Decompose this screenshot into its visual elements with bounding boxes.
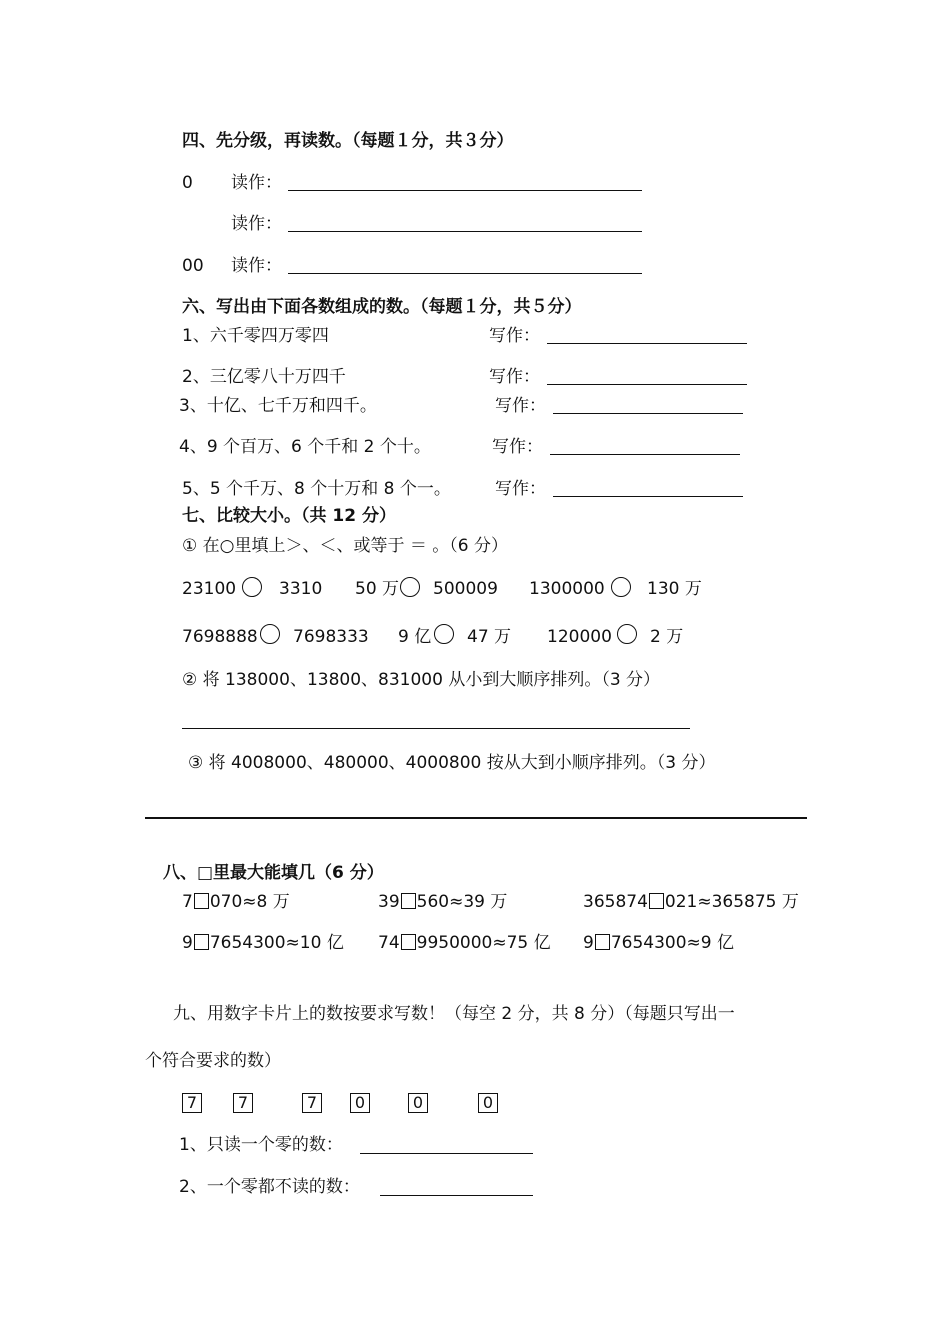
sec4-answer-line-3[interactable] — [288, 273, 642, 274]
fill-item-1-suffix: 070≈8 万 — [209, 892, 290, 912]
fill-box-2[interactable] — [401, 893, 416, 909]
compare-b-2: 500009 — [433, 579, 498, 599]
compare-b-3: 130 万 — [647, 579, 702, 599]
sec9-answer-line-1[interactable] — [360, 1153, 533, 1154]
compare-circle-5[interactable] — [434, 624, 454, 644]
compare-circle-2[interactable] — [400, 577, 420, 597]
sec9-question-2: 2、一个零都不读的数： — [179, 1177, 360, 1197]
fill-box-1[interactable] — [194, 893, 209, 909]
fill-item-3-prefix: 365874 — [583, 892, 648, 912]
fill-box-4[interactable] — [194, 934, 209, 950]
fill-item-2 — [378, 891, 507, 913]
compare-a-4: 7698888 — [182, 627, 258, 647]
sec4-read-label-1: 读作： — [231, 173, 282, 193]
sec6-answer-line-2[interactable] — [547, 384, 747, 385]
digit-card-6: 0 — [478, 1093, 498, 1113]
digit-card-5: 0 — [408, 1093, 428, 1113]
sec6-item-1: 1、六千零四万零四 — [182, 326, 329, 346]
fill-box-6[interactable] — [595, 934, 610, 950]
fill-item-5-prefix: 74 — [378, 933, 400, 953]
fill-item-6-suffix: 7654300≈9 亿 — [610, 933, 735, 953]
digit-card-1: 7 — [182, 1093, 202, 1113]
sec6-item-4: 4、9 个百万、6 个千和 2 个十。 — [179, 437, 431, 457]
compare-circle-1[interactable] — [242, 577, 262, 597]
sec4-answer-line-2[interactable] — [288, 231, 642, 232]
sec6-write-label-5: 写作： — [495, 479, 546, 499]
fill-item-3-suffix: 021≈365875 万 — [664, 892, 799, 912]
sec4-number-1: 0 — [182, 173, 193, 193]
sec6-answer-line-4[interactable] — [550, 454, 740, 455]
sec6-write-label-3: 写作： — [495, 396, 546, 416]
sec6-item-2: 2、三亿零八十万四千 — [182, 367, 346, 387]
section-9-title-cont: 个符合要求的数） — [145, 1051, 281, 1071]
sec6-answer-line-3[interactable] — [553, 413, 743, 414]
sec4-read-label-3: 读作： — [231, 256, 282, 276]
sec6-item-3: 3、十亿、七千万和四千。 — [179, 396, 377, 416]
fill-item-3 — [583, 891, 799, 913]
fill-item-6 — [583, 932, 734, 954]
sec4-read-label-2: 读作： — [231, 214, 282, 234]
sec7-part-2: ② 将 138000、13800、831000 从小到大顺序排列。（3 分） — [182, 670, 661, 690]
fill-item-1-prefix: 7 — [182, 892, 193, 912]
fill-item-5-suffix: 9950000≈75 亿 — [416, 933, 551, 953]
fill-item-4 — [182, 932, 344, 954]
sec6-item-5: 5、5 个千万、8 个十万和 8 个一。 — [182, 479, 451, 499]
section-7-title: 七、比较大小。（共 12 分） — [182, 506, 396, 526]
compare-b-1: 3310 — [279, 579, 323, 599]
fill-item-6-prefix: 9 — [583, 933, 594, 953]
compare-a-1: 23100 — [182, 579, 237, 599]
compare-circle-4[interactable] — [260, 624, 280, 644]
compare-b-6: 2 万 — [650, 627, 684, 647]
sec7-order-answer-line[interactable] — [182, 728, 690, 729]
compare-b-5: 47 万 — [467, 627, 512, 647]
sec4-number-3: 00 — [182, 256, 204, 276]
fill-item-2-prefix: 39 — [378, 892, 400, 912]
digit-card-4: 0 — [350, 1093, 370, 1113]
section-divider — [145, 817, 807, 819]
compare-circle-3[interactable] — [611, 577, 631, 597]
digit-card-2: 7 — [233, 1093, 253, 1113]
compare-a-2: 50 万 — [355, 579, 400, 599]
section-8-title: 八、□里最大能填几（6 分） — [163, 863, 384, 883]
fill-box-5[interactable] — [401, 934, 416, 950]
compare-circle-6[interactable] — [617, 624, 637, 644]
sec7-part-3: ③ 将 4008000、480000、4000800 按从大到小顺序排列。（3 分） — [188, 753, 716, 773]
fill-box-3[interactable] — [649, 893, 664, 909]
sec7-part-1: ① 在○里填上＞、＜、或等于 ＝ 。（6 分） — [182, 536, 509, 556]
sec9-question-1: 1、只读一个零的数： — [179, 1135, 343, 1155]
compare-a-5: 9 亿 — [398, 627, 432, 647]
sec9-answer-line-2[interactable] — [380, 1195, 533, 1196]
compare-b-4: 7698333 — [293, 627, 369, 647]
section-6-title: 六、写出由下面各数组成的数。（每题１分，共５分） — [182, 297, 582, 317]
fill-item-1 — [182, 891, 290, 913]
section-9-title: 九、用数字卡片上的数按要求写数！（每空 2 分，共 8 分）（每题只写出一 — [173, 1004, 735, 1024]
sec4-answer-line-1[interactable] — [288, 190, 642, 191]
fill-item-2-suffix: 560≈39 万 — [416, 892, 508, 912]
section-4-title: 四、先分级，再读数。（每题１分，共３分） — [182, 131, 514, 151]
digit-card-3: 7 — [302, 1093, 322, 1113]
fill-item-4-prefix: 9 — [182, 933, 193, 953]
sec6-answer-line-1[interactable] — [547, 343, 747, 344]
fill-item-4-suffix: 7654300≈10 亿 — [209, 933, 344, 953]
fill-item-5 — [378, 932, 551, 954]
sec6-write-label-4: 写作： — [492, 437, 543, 457]
compare-a-6: 120000 — [547, 627, 612, 647]
sec6-answer-line-5[interactable] — [553, 496, 743, 497]
sec6-write-label-1: 写作： — [489, 326, 540, 346]
compare-a-3: 1300000 — [529, 579, 605, 599]
sec6-write-label-2: 写作： — [489, 367, 540, 387]
